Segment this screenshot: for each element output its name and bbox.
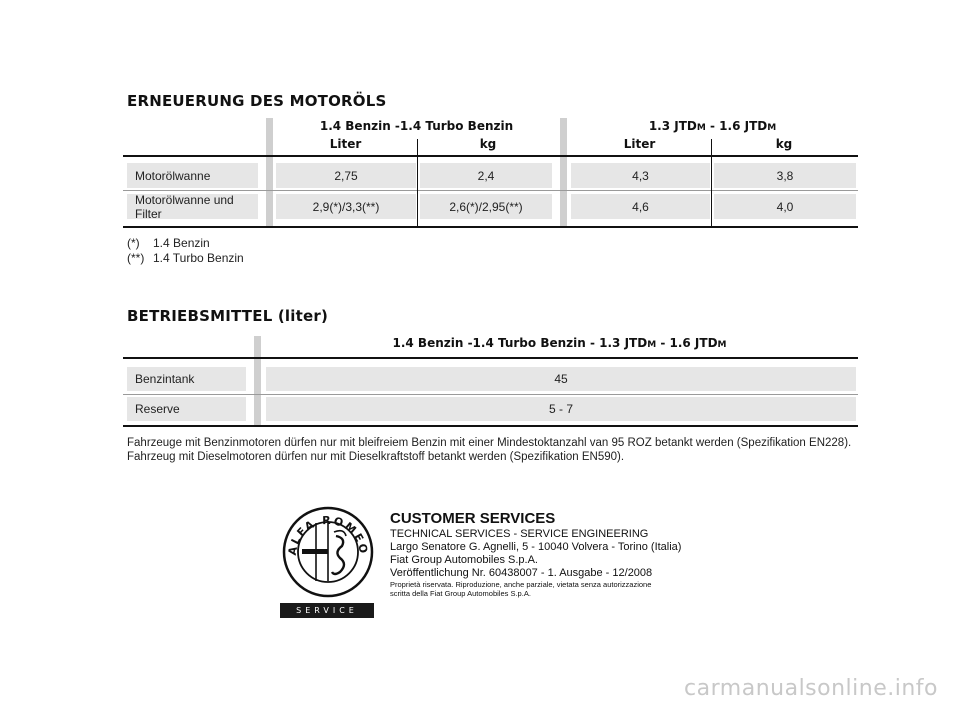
fluids-row-label: Reserve: [127, 397, 246, 421]
oil-col-kg-2: kg: [775, 137, 793, 151]
watermark-text: carmanualsonline.info: [684, 676, 938, 701]
fluids-row-label: Benzintank: [127, 367, 246, 391]
customer-services-line: TECHNICAL SERVICES - SERVICE ENGINEERING: [390, 528, 649, 540]
fuel-note-line-2: Fahrzeug mit Dieselmotoren dürfen nur mit Dieselkraftstoff betankt werden (Spezifikation EN590).: [127, 451, 625, 463]
customer-services-line: Veröffentlichung Nr. 60438007 - 1. Ausgabe - 12/2008: [390, 567, 653, 579]
customer-services-small: scritta della Fiat Group Automobiles S.p.A.: [390, 589, 531, 598]
alfa-romeo-badge-icon: [282, 506, 374, 598]
oil-row-label: Motorölwanne und Filter: [127, 194, 258, 219]
svg-text:ALFA ROMEO: ALFA ROMEO: [285, 513, 371, 557]
oil-group1-header: 1.4 Benzin -1.4 Turbo Benzin: [319, 119, 514, 133]
customer-services-title: CUSTOMER SERVICES: [390, 510, 556, 527]
oil-row-value: 2,75: [276, 163, 416, 188]
oil-row-value: 4,3: [571, 163, 710, 188]
fluids-row-value: 45: [266, 367, 856, 391]
fluids-divider-bar: [254, 336, 261, 426]
oil-table-top-rule: [123, 155, 858, 157]
customer-services-small: Proprietà riservata. Riproduzione, anche parziale, vietata senza autorizzazione: [390, 580, 652, 589]
service-bar: [280, 603, 374, 618]
oil-table-bottom-rule: [123, 226, 858, 228]
oil-row-value: 4,6: [571, 194, 710, 219]
fluids-row-divider: [123, 394, 858, 395]
fuel-note-line-1: Fahrzeuge mit Benzinmotoren dürfen nur mit bleifreiem Benzin mit einer Mindestoktanzahl van 95 ROZ betankt werden (Spezifikation EN228).: [127, 437, 852, 449]
oil-row-value: 2,6(*)/2,95(**): [420, 194, 552, 219]
oil-group2-header: 1.3 JTDM - 1.6 JTDM: [648, 119, 777, 133]
oil-footnote: [127, 236, 210, 251]
oil-row-value: 3,8: [714, 163, 856, 188]
oil-col-liter-2: Liter: [623, 137, 656, 151]
customer-services-line: Largo Senatore G. Agnelli, 5 - 10040 Volvera - Torino (Italia): [390, 541, 682, 553]
oil-body-sep-2: [711, 157, 712, 226]
oil-row-label: Motorölwanne: [127, 163, 258, 188]
fluids-section-title: BETRIEBSMITTEL (liter): [127, 307, 329, 325]
alfa-romeo-logo: [282, 506, 374, 598]
fluids-table-bottom-rule: [123, 425, 858, 427]
oil-row-divider: [123, 190, 858, 191]
oil-header-sep-2: [711, 139, 712, 155]
oil-divider-bar-1: [266, 118, 273, 228]
oil-body-sep-1: [417, 157, 418, 226]
footnote-text: 1.4 Turbo Benzin: [153, 251, 244, 265]
oil-col-liter-1: Liter: [329, 137, 362, 151]
oil-header-sep-1: [417, 139, 418, 155]
footnote-mark: (**): [127, 251, 145, 265]
fluids-table-top-rule: [123, 357, 858, 359]
footnote-mark: (*): [127, 236, 140, 250]
fluids-header: 1.4 Benzin -1.4 Turbo Benzin - 1.3 JTDM - 1.6 JTDM: [392, 336, 727, 350]
oil-row-value: 2,4: [420, 163, 552, 188]
customer-services-line: Fiat Group Automobiles S.p.A.: [390, 554, 538, 566]
oil-divider-bar-2: [560, 118, 567, 228]
footnote-text: 1.4 Benzin: [153, 236, 210, 250]
oil-section-title: ERNEUERUNG DES MOTORÖLS: [127, 92, 387, 110]
oil-footnote: [127, 251, 244, 266]
fluids-row-value: 5 - 7: [266, 397, 856, 421]
oil-row-value: 4,0: [714, 194, 856, 219]
oil-row-value: 2,9(*)/3,3(**): [276, 194, 416, 219]
service-label: SERVICE: [296, 606, 358, 615]
oil-col-kg-1: kg: [479, 137, 497, 151]
